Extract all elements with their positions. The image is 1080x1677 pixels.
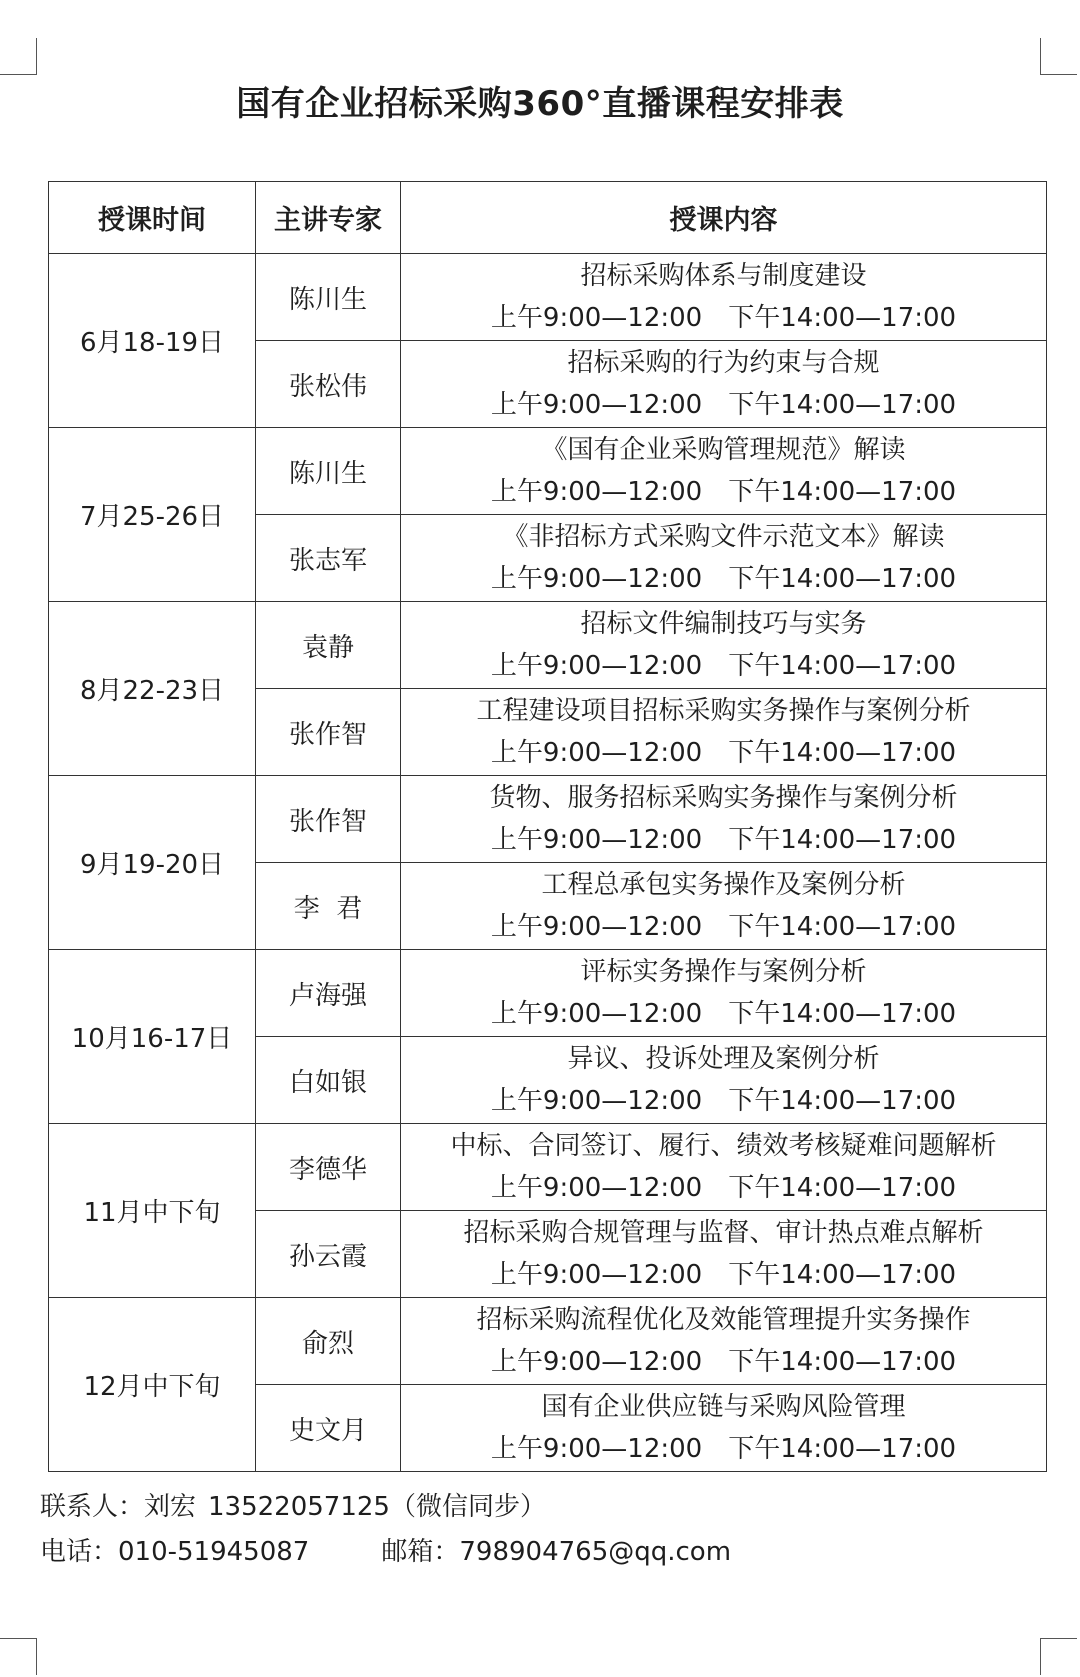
course-title: 中标、合同签订、履行、绩效考核疑难问题解析 — [450, 1131, 997, 1161]
course-time — [401, 732, 1046, 774]
contact-mobile[interactable]: 13522057125（微信同步） — [208, 1492, 546, 1522]
lecturer-name: 孙云霞 — [256, 1211, 401, 1298]
course-time — [401, 558, 1046, 600]
afternoon-time: 下午14:00—17:00 — [728, 390, 957, 420]
afternoon-time: 下午14:00—17:00 — [728, 1173, 957, 1203]
course-cell — [401, 341, 1047, 428]
lecturer-name: 张志军 — [256, 515, 401, 602]
course-title: 国有企业供应链与采购风险管理 — [541, 1392, 906, 1422]
table-row — [49, 1124, 1047, 1211]
table-row — [49, 254, 1047, 341]
course-time — [401, 1080, 1046, 1122]
contact-person: 联系人：刘宏 — [40, 1492, 197, 1522]
morning-time: 上午9:00—12:00 — [490, 1086, 703, 1116]
course-cell — [401, 515, 1047, 602]
morning-time: 上午9:00—12:00 — [490, 303, 703, 333]
table-row — [49, 428, 1047, 515]
course-title: 工程建设项目招标采购实务操作与案例分析 — [476, 696, 971, 726]
course-time — [401, 1167, 1046, 1209]
afternoon-time: 下午14:00—17:00 — [728, 1347, 957, 1377]
afternoon-time: 下午14:00—17:00 — [728, 1086, 957, 1116]
morning-time: 上午9:00—12:00 — [490, 564, 703, 594]
course-title: 招标采购的行为约束与合规 — [567, 348, 880, 378]
contact-line — [40, 1486, 546, 1523]
course-title: 招标采购流程优化及效能管理提升实务操作 — [476, 1305, 971, 1335]
schedule-body — [49, 254, 1047, 1472]
course-cell — [401, 863, 1047, 950]
morning-time: 上午9:00—12:00 — [490, 825, 703, 855]
session-date: 6月18-19日 — [49, 254, 256, 428]
lecturer-name: 卢海强 — [256, 950, 401, 1037]
morning-time: 上午9:00—12:00 — [490, 477, 703, 507]
schedule-table — [48, 181, 1047, 1472]
course-title: 工程总承包实务操作及案例分析 — [541, 870, 906, 900]
course-title: 《国有企业采购管理规范》解读 — [541, 435, 906, 465]
course-time — [401, 471, 1046, 513]
crop-mark-bottom-right — [1040, 1638, 1077, 1675]
course-cell — [401, 1037, 1047, 1124]
morning-time: 上午9:00—12:00 — [490, 912, 703, 942]
course-title: 货物、服务招标采购实务操作与案例分析 — [489, 783, 958, 813]
course-title: 招标采购体系与制度建设 — [580, 261, 867, 291]
afternoon-time: 下午14:00—17:00 — [728, 1434, 957, 1464]
afternoon-time: 下午14:00—17:00 — [728, 651, 957, 681]
session-date: 10月16-17日 — [49, 950, 256, 1124]
crop-mark-top-left — [0, 38, 37, 75]
session-date: 8月22-23日 — [49, 602, 256, 776]
course-time — [401, 1428, 1046, 1470]
course-cell — [401, 776, 1047, 863]
phone-email-line — [40, 1531, 731, 1568]
course-title: 《非招标方式采购文件示范文本》解读 — [502, 522, 945, 552]
morning-time: 上午9:00—12:00 — [490, 1260, 703, 1290]
session-date: 7月25-26日 — [49, 428, 256, 602]
crop-mark-top-right — [1040, 38, 1077, 75]
afternoon-time: 下午14:00—17:00 — [728, 825, 957, 855]
course-time — [401, 645, 1046, 687]
course-time — [401, 819, 1046, 861]
table-header-row — [49, 182, 1047, 254]
course-title: 异议、投诉处理及案例分析 — [567, 1044, 880, 1074]
course-cell — [401, 689, 1047, 776]
afternoon-time: 下午14:00—17:00 — [728, 303, 957, 333]
session-date: 11月中下旬 — [49, 1124, 256, 1298]
table-row — [49, 602, 1047, 689]
table-row — [49, 776, 1047, 863]
course-cell — [401, 254, 1047, 341]
course-time — [401, 297, 1046, 339]
course-cell — [401, 950, 1047, 1037]
afternoon-time: 下午14:00—17:00 — [728, 912, 957, 942]
page-title: 国有企业招标采购360°直播课程安排表 — [236, 84, 844, 124]
header-content: 授课内容 — [401, 182, 1047, 254]
lecturer-name: 袁静 — [256, 602, 401, 689]
course-cell — [401, 1124, 1047, 1211]
table-row — [49, 950, 1047, 1037]
header-time: 授课时间 — [49, 182, 256, 254]
course-title: 评标实务操作与案例分析 — [580, 957, 867, 987]
morning-time: 上午9:00—12:00 — [490, 1434, 703, 1464]
morning-time: 上午9:00—12:00 — [490, 999, 703, 1029]
lecturer-name: 史文月 — [256, 1385, 401, 1472]
course-cell — [401, 1298, 1047, 1385]
afternoon-time: 下午14:00—17:00 — [728, 564, 957, 594]
course-time — [401, 1254, 1046, 1296]
lecturer-name: 李 君 — [256, 863, 401, 950]
session-date: 9月19-20日 — [49, 776, 256, 950]
session-date: 12月中下旬 — [49, 1298, 256, 1472]
morning-time: 上午9:00—12:00 — [490, 390, 703, 420]
lecturer-name: 俞烈 — [256, 1298, 401, 1385]
lecturer-name: 李德华 — [256, 1124, 401, 1211]
course-time — [401, 993, 1046, 1035]
afternoon-time: 下午14:00—17:00 — [728, 999, 957, 1029]
table-row — [49, 1298, 1047, 1385]
course-title: 招标文件编制技巧与实务 — [580, 609, 867, 639]
morning-time: 上午9:00—12:00 — [490, 651, 703, 681]
afternoon-time: 下午14:00—17:00 — [728, 1260, 957, 1290]
course-cell — [401, 602, 1047, 689]
course-cell — [401, 1385, 1047, 1472]
course-time — [401, 906, 1046, 948]
afternoon-time: 下午14:00—17:00 — [728, 477, 957, 507]
lecturer-name: 陈川生 — [256, 254, 401, 341]
afternoon-time: 下午14:00—17:00 — [728, 738, 957, 768]
lecturer-name: 白如银 — [256, 1037, 401, 1124]
header-expert: 主讲专家 — [256, 182, 401, 254]
lecturer-name: 张作智 — [256, 689, 401, 776]
contact-email[interactable]: 邮箱：798904765@qq.com — [381, 1537, 732, 1567]
morning-time: 上午9:00—12:00 — [490, 1347, 703, 1377]
course-cell — [401, 1211, 1047, 1298]
lecturer-name: 张松伟 — [256, 341, 401, 428]
course-time — [401, 1341, 1046, 1383]
crop-mark-bottom-left — [0, 1638, 37, 1675]
lecturer-name: 陈川生 — [256, 428, 401, 515]
contact-phone[interactable]: 电话：010-51945087 — [40, 1537, 310, 1567]
morning-time: 上午9:00—12:00 — [490, 1173, 703, 1203]
course-time — [401, 384, 1046, 426]
lecturer-name: 张作智 — [256, 776, 401, 863]
course-title: 招标采购合规管理与监督、审计热点难点解析 — [463, 1218, 984, 1248]
morning-time: 上午9:00—12:00 — [490, 738, 703, 768]
course-cell — [401, 428, 1047, 515]
